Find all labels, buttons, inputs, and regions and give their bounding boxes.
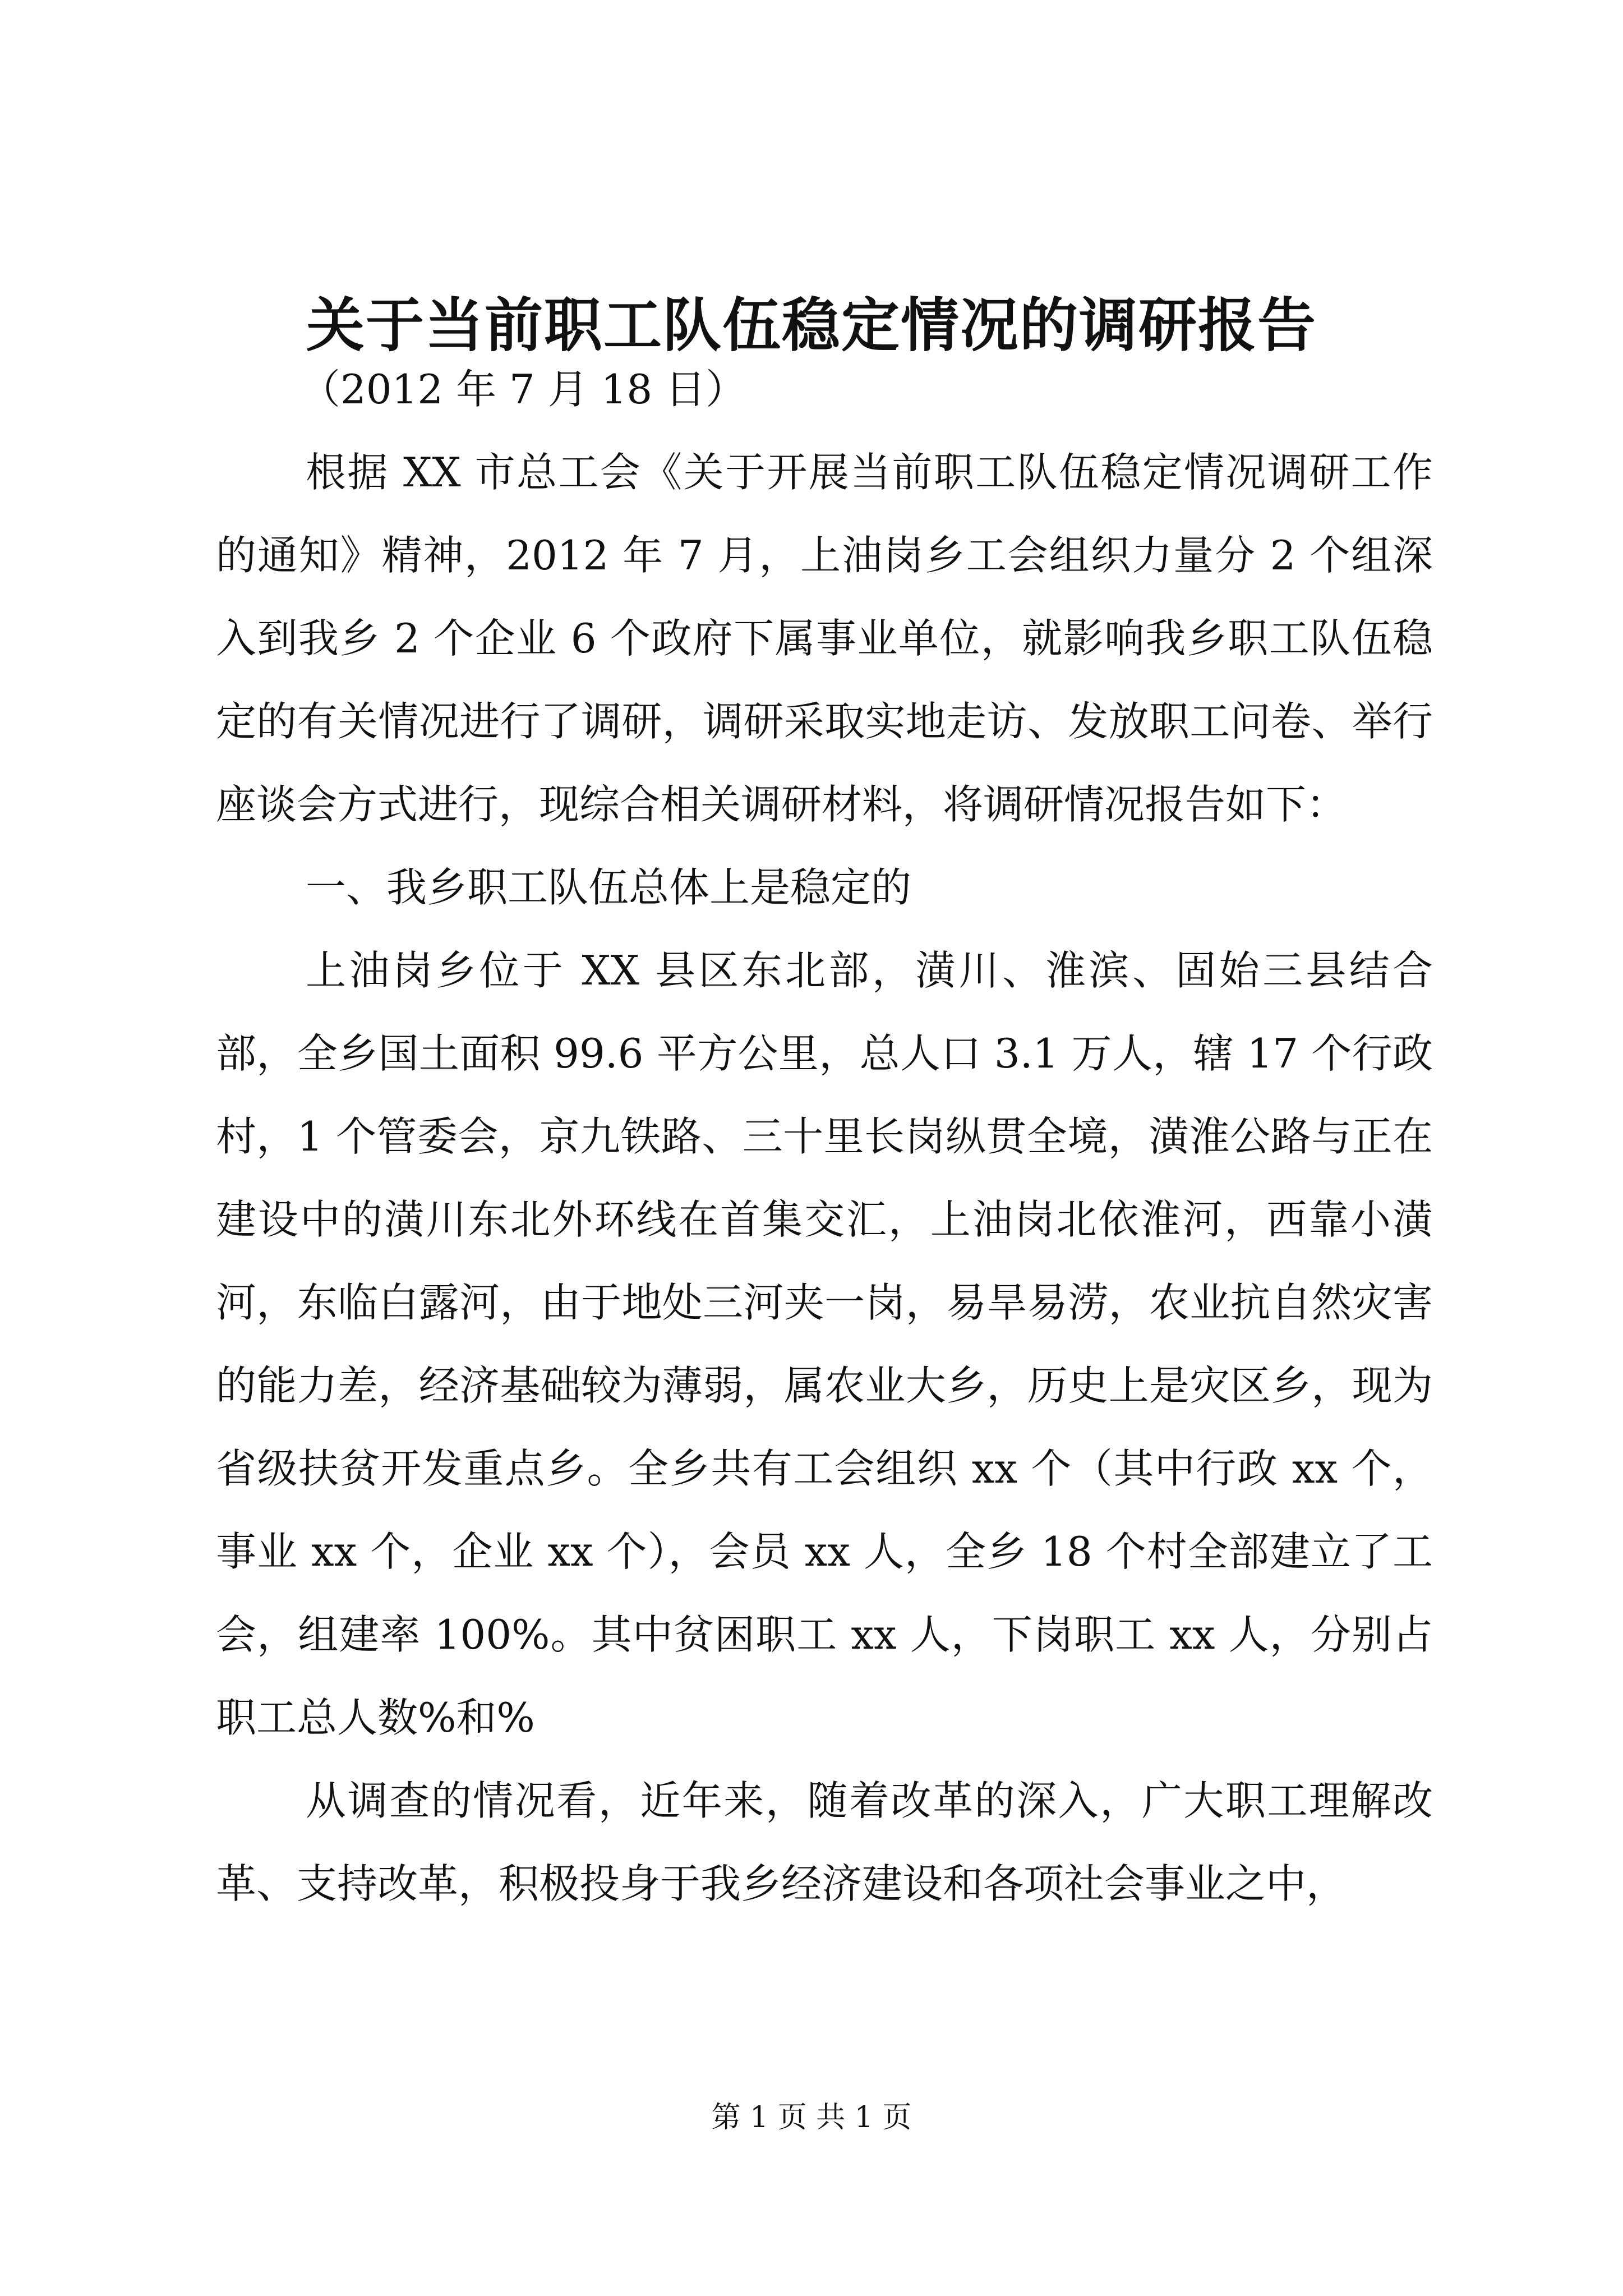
paragraph-overview: 上油岗乡位于 XX 县区东北部，潢川、淮滨、固始三县结合部，全乡国土面积 99.6 平方公里，总人口 3.1 万人，辖 17 个行政村，1 个管委会，京九铁路、三十里长岗纵贯全境，潢淮公路与正在建设中的潢川东北外环线在首集交汇，上油岗北依淮河，西靠小潢河，东临白露河，由于地处三河夹一岗，易旱易涝，农业抗自然灾害的能力差，经济基础较为薄弱，属农业大乡，历史上是灾区乡，现为省级扶贫开发重点乡。全乡共有工会组织 xx 个（其中行政 xx 个，事业 xx 个，企业 xx 个），会员 xx 人，全乡 18 个村全部建立了工会，组建率 100%。其中贫困职工 xx 人，下岗职工 xx 人，分别占职工总人数%和% xyxy=(216,947,1433,1741)
page-footer: 第 1 页 共 1 页 xyxy=(711,2101,912,2134)
paragraph-findings: 从调查的情况看，近年来，随着改革的深入，广大职工理解改革、支持改革，积极投身于我乡经济建设和各项社会事业之中， xyxy=(216,1777,1433,1907)
document-date: （2012 年 7 月 18 日） xyxy=(300,366,746,413)
paragraph-intro: 根据 XX 市总工会《关于开展当前职工队伍稳定情况调研工作的通知》精神，2012 年 7 月，上油岗乡工会组织力量分 2 个组深入到我乡 2 个企业 6 个政府下属事业单位，就影响我乡职工队伍稳定的有关情况进行了调研，调研采取实地走访、发放职工问卷、举行座谈会方式进行，现综合相关调研材料，将调研情况报告如下： xyxy=(216,449,1433,828)
document-title: 关于当前职工队伍稳定情况的调研报告 xyxy=(306,291,1317,360)
document-body xyxy=(216,348,1433,1925)
section-heading-1: 一、我乡职工队伍总体上是稳定的 xyxy=(306,864,912,911)
